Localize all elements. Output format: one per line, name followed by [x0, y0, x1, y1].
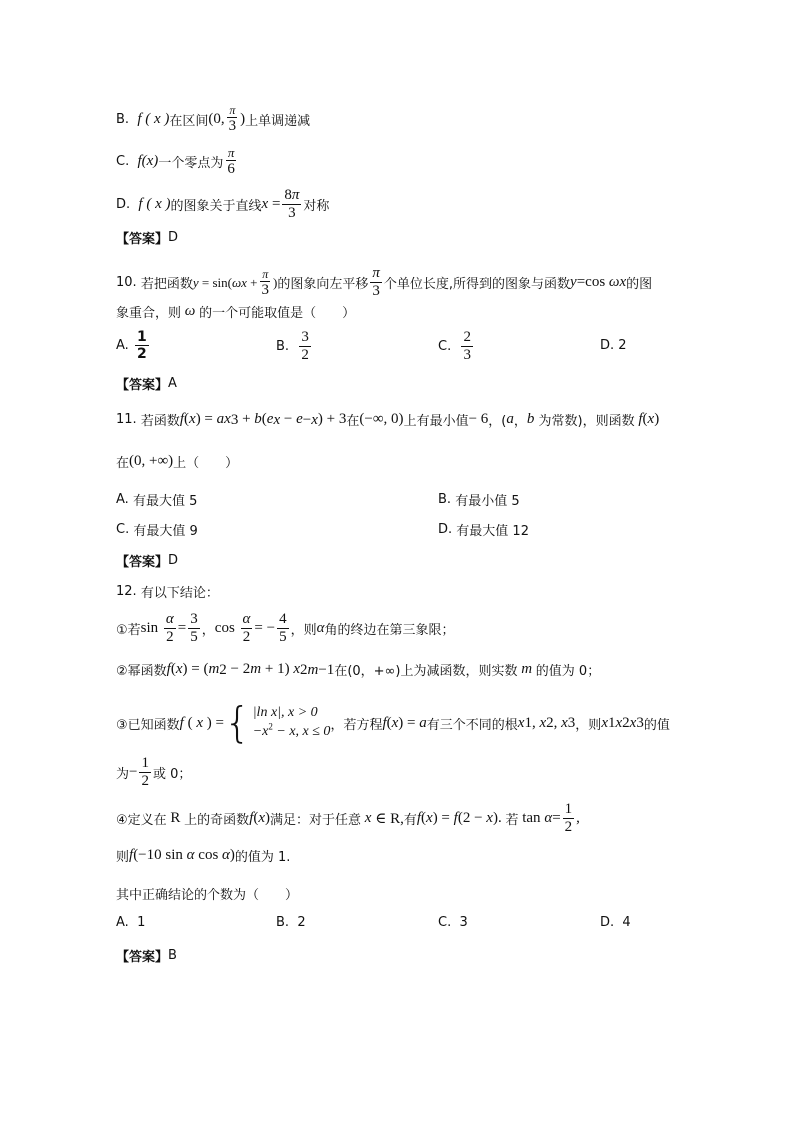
answer-value: B: [168, 948, 177, 963]
math-sin: sin: [140, 620, 162, 636]
answer-tag: 【答案】: [116, 555, 169, 570]
q11-option-d: [438, 520, 529, 539]
option-fraction: $\frac{1}{2}$: [136, 329, 147, 362]
math-omega: ω: [181, 303, 200, 319]
q9-d-pre: 的图象关于直线: [170, 199, 262, 214]
math-frac-pi-3: $\frac{\pi}{3}$: [228, 103, 237, 134]
q12-statement-2: ②幂函数 f ( x ) = ( m 2 − 2 m + 1) x 2m−1 在(0，+∞)上为减函数，则实数 m 的值为 0；: [116, 661, 601, 679]
s2-text-b: 在(0，+∞)上为减函数，则实数: [334, 664, 518, 679]
q10-text-a: 若把函数: [140, 277, 193, 292]
q12-question-text: 其中正确结论的个数为（ ）: [116, 888, 299, 903]
q11-text-b: 在: [346, 414, 360, 429]
option-label: C.: [438, 339, 452, 354]
q9-d-post: 对称: [303, 199, 330, 214]
q9-option-c: [116, 146, 734, 177]
s2-text-a: ②幂函数: [116, 664, 167, 679]
math-expression: f: [129, 847, 134, 863]
q12-question: [116, 884, 734, 903]
option-value: 2: [297, 915, 306, 930]
q12-intro-text: 有以下结论：: [140, 586, 219, 601]
math-frac-pi-3: $\frac{\pi}{3}$: [261, 266, 270, 298]
q10-option-d: [600, 338, 627, 353]
q9-c-text: 一个零点为: [158, 156, 224, 171]
s4-text-a: ④定义在: [116, 813, 167, 828]
option-label: B.: [116, 111, 130, 127]
q9-option-d: D. f ( x ) 的图象关于直线 x = $\frac{8\pi}{3}$ 对称: [116, 187, 330, 221]
math-fx: f: [249, 810, 254, 826]
q11-text-f: 在: [116, 456, 130, 471]
math-fx: f: [179, 714, 184, 731]
answer-value: D: [168, 230, 179, 245]
math-symmetry: f: [416, 810, 422, 826]
math-fx: f ( x ): [138, 196, 171, 212]
math-interval: (0,: [208, 110, 225, 127]
answer-tag: 【答案】: [116, 378, 169, 393]
math-frac-1-2: $\frac{1}{2}$: [564, 801, 573, 835]
math-power-func: f: [166, 661, 171, 677]
math-brace: {: [223, 698, 251, 747]
q12-option-c: [438, 915, 468, 930]
option-text: 有最小值 5: [455, 494, 520, 509]
s4-text-e: 若: [505, 813, 519, 828]
math-cos: cos: [214, 620, 239, 636]
s3-text-d: ，则: [575, 717, 602, 733]
math-ab: a: [506, 411, 514, 427]
s4-text-f: 则: [116, 850, 130, 865]
math-frac-alpha-2: $\frac{\alpha}{2}$: [242, 611, 251, 645]
math-frac-alpha-2: $\frac{\alpha}{2}$: [165, 611, 174, 645]
s1-text-a: ①若: [116, 623, 141, 638]
question-number: 11.: [116, 412, 137, 427]
math-fx: f(x): [137, 153, 159, 169]
q10-stem-line2: [116, 302, 734, 321]
q10-text-d: 的图: [626, 277, 653, 292]
q9-b-pre: 在区间: [169, 113, 209, 129]
math-frac-8pi-3: $\frac{8\pi}{3}$: [284, 187, 300, 221]
q12-intro: [116, 582, 734, 601]
option-fraction: $\frac{2}{3}$: [463, 329, 471, 363]
q9-option-b: B. f ( x ) 在区间 (0, $\frac{\pi}{3}$ ) 上单调递减: [116, 103, 311, 134]
q12-statement-3: ③已知函数 f ( x ) = { |ln x|, x > 0 $-x^2 - x$, x ≤ 0 ，若方程 f ( x ) = a 有三个不同的根 x 1 , x 2 , x 3 ，则 x 1 x 2 x 3 的值: [116, 698, 670, 747]
q10-answer: [116, 374, 734, 393]
option-label: D.: [438, 522, 453, 537]
math-m: m: [517, 661, 536, 677]
option-label: D.: [600, 338, 615, 353]
math-roots: x: [517, 714, 525, 731]
s3-text-b: ，若方程: [330, 717, 383, 733]
q12-option-a: [116, 915, 145, 930]
s3-text-e: 的值: [643, 717, 670, 733]
math-x-eq: x: [261, 196, 269, 212]
q9-answer: [116, 228, 734, 247]
q12-statement-4-line2: 则 f (−10 sin α cos α ) 的值为 1.: [116, 847, 291, 865]
q11-option-b: [438, 490, 520, 509]
q10-option-c: [438, 330, 475, 363]
q10-text-b: 的图象向左平移: [277, 277, 369, 292]
option-value: 2: [618, 338, 627, 353]
option-label: C.: [116, 154, 130, 169]
math-fx: f: [634, 411, 643, 427]
math-function-def: f: [179, 411, 185, 427]
math-interval-neg: (−∞, 0): [359, 411, 404, 427]
q11-text-g: 上（ ）: [173, 456, 239, 471]
s2-text-c: 的值为 0；: [535, 664, 601, 679]
q10-option-a: [116, 330, 151, 361]
q10-text-e: 象重合，则: [116, 306, 182, 321]
s1-text-c: ，则: [290, 623, 317, 638]
option-label: B.: [276, 915, 290, 930]
s3-text-c: 有三个不同的根: [426, 717, 518, 733]
q11-text-a: 若函数: [140, 414, 180, 429]
q11-stem-line2: [116, 452, 734, 471]
q12-statement-1: ①若 sin $\frac{\alpha}{2}$ = $\frac{3}{5}$ ， cos $\frac{\alpha}{2}$ = − $\frac{4}{5}$ ，则 α 角的终边在第三象限；: [116, 611, 455, 645]
math-min-value: − 6: [468, 411, 489, 427]
answer-value: A: [168, 376, 177, 391]
option-label: C.: [438, 915, 452, 930]
answer-tag: 【答案】: [116, 950, 169, 965]
option-label: A.: [116, 492, 129, 507]
math-eq-a: f: [382, 714, 387, 731]
s4-text-c: 满足：对于任意: [270, 813, 362, 828]
math-frac-pi-3-large: $\frac{\pi}{3}$: [372, 265, 380, 299]
q12-statement-4: ④定义在 R 上的奇函数 f ( x ) 满足：对于任意 x ∈ R, 有 f ( x ) = f (2 − x ). 若 tan α = $\frac{1}{2}$ ,: [116, 801, 580, 835]
option-label: C.: [116, 522, 130, 537]
s3-text-a: ③已知函数: [116, 717, 180, 733]
option-text: 有最大值 9: [133, 524, 198, 539]
math-fx: f ( x ): [137, 110, 170, 127]
option-label: A.: [116, 338, 129, 353]
answer-tag: 【答案】: [116, 232, 169, 247]
math-sin-func: y: [192, 274, 199, 290]
option-fraction: $\frac{3}{2}$: [301, 329, 309, 363]
math-frac-4-5: $\frac{4}{5}$: [279, 611, 287, 645]
math-alpha: α: [316, 620, 325, 636]
s3-text-f: 为: [116, 767, 130, 782]
q12-answer: [116, 946, 734, 965]
math-frac-pi-6: $\frac{\pi}{6}$: [227, 145, 235, 177]
q10-option-b: [276, 330, 313, 363]
option-label: A.: [116, 915, 129, 930]
math-cos-func: y: [570, 274, 577, 290]
math-frac-1-2: $\frac{1}{2}$: [141, 755, 149, 789]
question-number: 12.: [116, 584, 137, 599]
option-label: D.: [600, 915, 615, 930]
s1-text-b: ，: [201, 623, 215, 638]
math-piecewise: |ln x|, x > 0 $-x^2 - x$, x ≤ 0: [252, 705, 331, 739]
q11-option-c: [116, 520, 198, 539]
q11-text-d: ，(: [488, 414, 507, 429]
q9-b-post: 上单调递减: [245, 113, 311, 129]
option-text: 有最大值 12: [456, 524, 529, 539]
option-value: 1: [137, 915, 146, 930]
q11-text-c: 上有最小值: [403, 414, 469, 429]
option-text: 有最大值 5: [132, 494, 198, 509]
q10-stem-line1: 10. 若把函数 y = sin( ωx + $\frac{\pi}{3}$ ) 的图象向左平移 $\frac{\pi}{3}$ 个单位长度,所得到的图象与函数 y =cos ωx 的图: [116, 265, 653, 299]
q10-text-f: 的一个可能取值是（ ）: [199, 306, 356, 321]
option-value: 4: [622, 915, 631, 930]
math-interval-pos: (0, +∞): [129, 453, 174, 469]
q12-option-d: [600, 915, 631, 930]
math-x-in-R: x: [361, 810, 372, 826]
q11-option-a: [116, 490, 197, 509]
option-label: B.: [438, 492, 452, 507]
math-tan: tan: [518, 810, 545, 826]
s1-text-d: 角的终边在第三象限；: [324, 623, 455, 638]
option-value: 3: [459, 915, 468, 930]
s4-text-g: 的值为 1.: [234, 850, 291, 865]
q12-option-b: [276, 915, 306, 930]
q11-stem-line1: 11. 若函数 f ( x ) = ax 3 + b ( e x − e −x ) + 3 在 (−∞, 0) 上有最小值 − 6 ，( a ， b 为常数)，则函数 f ( x ): [116, 411, 660, 429]
s4-text-b: 上的奇函数: [184, 813, 250, 828]
q10-text-c: 个单位长度,所得到的图象与函数: [383, 277, 571, 292]
q12-statement-3-line2: 为 − $\frac{1}{2}$ 或 0；: [116, 755, 192, 789]
option-label: D.: [116, 197, 131, 212]
q11-answer: [116, 551, 734, 570]
option-label: B.: [276, 339, 290, 354]
question-number: 10.: [116, 275, 137, 290]
math-R: R: [166, 810, 185, 826]
s3-text-g: 或 0；: [152, 767, 192, 782]
math-product: x: [601, 714, 608, 731]
s4-text-d: 有: [403, 813, 417, 828]
answer-value: D: [168, 553, 179, 568]
q11-text-e: 为常数)，则函数: [538, 414, 635, 429]
math-frac-3-5: $\frac{3}{5}$: [190, 611, 198, 645]
